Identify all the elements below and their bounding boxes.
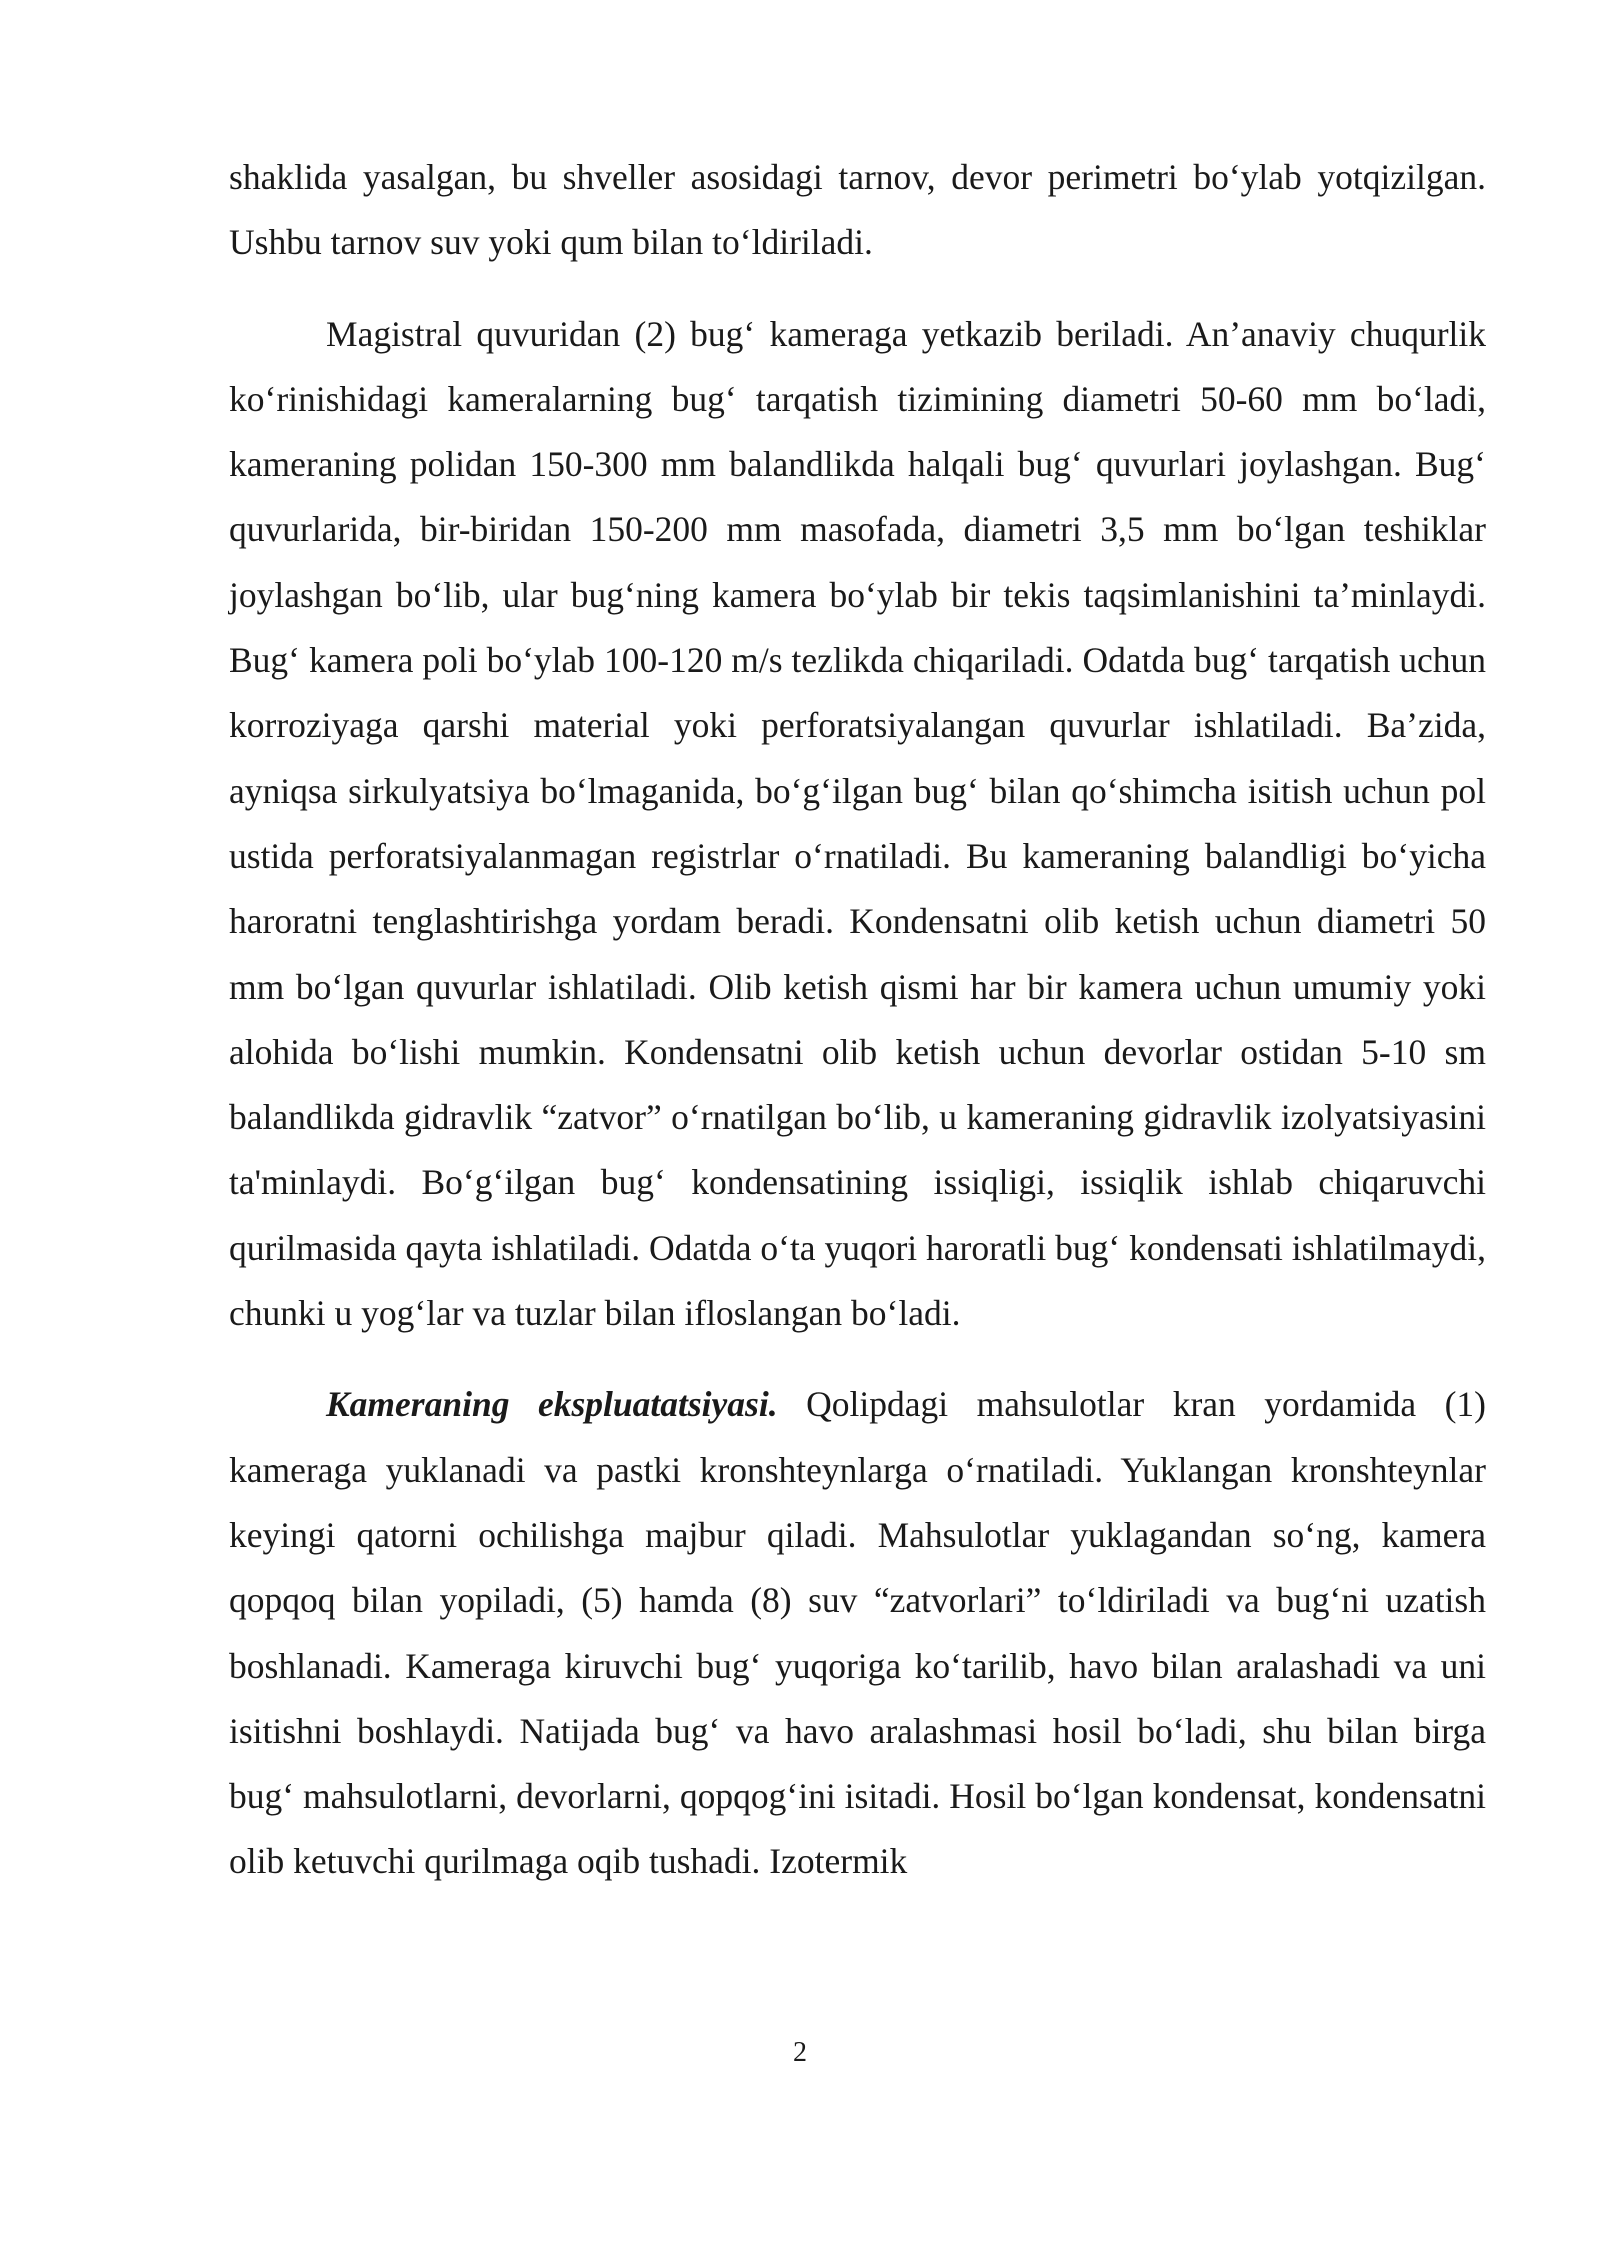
run-in-heading: Kameraning ekspluatatsiyasi. xyxy=(326,1384,778,1425)
paragraph-text: Qolipdagi mahsulotlar kran yordamida (1) kameraga yuklanadi va pastki kronshteynlarga o‘rnatiladi. Yuklangan kronshteynlar keyingi qatorni ochilishga majbur qiladi. Mahsulotlar yuklagandan so‘ng, kamera qopqoq bilan yopiladi, (5) hamda (8) suv “zatvorlari” to‘ldiriladi va bug‘ni uzatish boshlanadi. Kameraga kiruvchi bug‘ yuqoriga ko‘tarilib, havo bilan aralashadi va uni isitishni boshlaydi. Natijada bug‘ va havo aralashmasi hosil bo‘ladi, shu bilan birga bug‘ mahsulotlarni, devorlarni, qopqog‘ini isitadi. Hosil bo‘lgan kondensat, kondensatni olib ketuvchi qurilmaga oqib tushadi. Izotermik xyxy=(229,1384,1486,1882)
paragraph-continuation: shaklida yasalgan, bu shveller asosidagi tarnov, devor perimetri bo‘ylab yotqizilgan. Ushbu tarnov suv yoki qum bilan to‘ldiriladi. xyxy=(229,157,1486,263)
document-body xyxy=(229,145,1486,1895)
page-number: 2 xyxy=(793,2037,807,2068)
paragraph-chamber-operation xyxy=(229,1372,1486,1894)
paragraph-steam-distribution: Magistral quvuridan (2) bug‘ kameraga yetkazib beriladi. An’anaviy chuqurlik ko‘rinishidagi kameralarning bug‘ tarqatish tizimining diametri 50-60 mm bo‘ladi, kameraning polidan 150-300 mm balandlikda halqali bug‘ quvurlari joylashgan. Bug‘ quvurlarida, bir-biridan 150-200 mm masofada, diametri 3,5 mm bo‘lgan teshiklar joylashgan bo‘lib, ular bug‘ning kamera bo‘ylab bir tekis taqsimlanishini ta’minlaydi. Bug‘ kamera poli bo‘ylab 100-120 m/s tezlikda chiqariladi. Odatda bug‘ tarqatish uchun korroziyaga qarshi material yoki perforatsiyalangan quvurlar ishlatiladi. Ba’zida, ayniqsa sirkulyatsiya bo‘lmaganida, bo‘g‘ilgan bug‘ bilan qo‘shimcha isitish uchun pol ustida perforatsiyalanmagan registrlar o‘rnatiladi. Bu kameraning balandligi bo‘yicha haroratni tenglashtirishga yordam beradi. Kondensatni olib ketish uchun diametri 50 mm bo‘lgan quvurlar ishlatiladi. Olib ketish qismi har bir kamera uchun umumiy yoki alohida bo‘lishi mumkin. Kondensatni olib ketish uchun devorlar ostidan 5-10 sm balandlikda gidravlik “zatvor” o‘rnatilgan bo‘lib, u kameraning gidravlik izolyatsiyasini ta'minlaydi. Bo‘g‘ilgan bug‘ kondensatining issiqligi, issiqlik ishlab chiqaruvchi qurilmasida qayta ishlatiladi. Odatda o‘ta yuqori haroratli bug‘ kondensati ishlatilmaydi, chunki u yog‘lar va tuzlar bilan ifloslangan bo‘ladi. xyxy=(229,313,1486,1334)
